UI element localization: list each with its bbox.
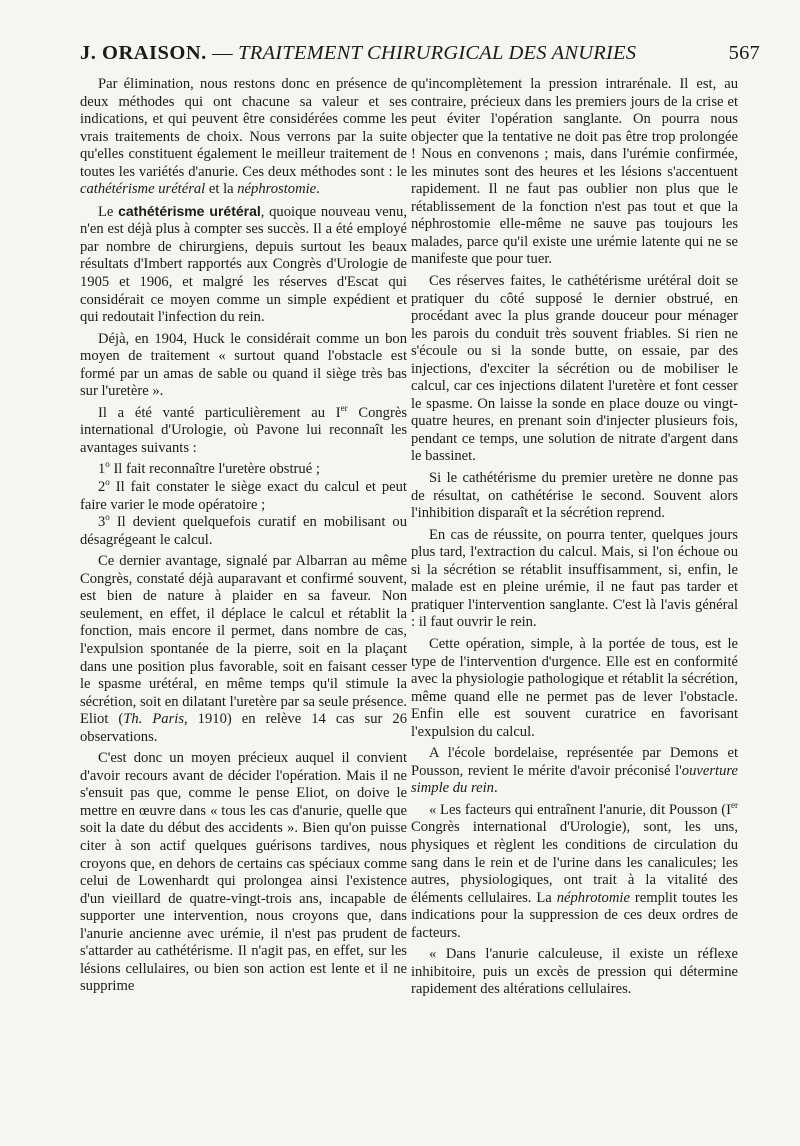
bold-term: cathétérisme urétéral	[118, 202, 261, 219]
right-paragraph-8: « Dans l'anurie calculeuse, il existe un réflexe inhibitoire, puis un excès de pression qui détermine rapidement des altérations cellulaires.	[411, 946, 738, 998]
left-paragraph-3: Déjà, en 1904, Huck le considérait comme un bon moyen de traitement « surtout quand l'obstacle est formé par un amas de sable ou quand il siège très bas sur l'uretère ».	[80, 330, 407, 400]
right-paragraph-7: « Les facteurs qui entraînent l'anurie, dit Pousson (Ier Congrès international d'Urologie), sont, les uns, physiques et règlent les conditions de circulation du sang dans le rein et de l'urine dans les canalicules; les autres, physiologiques, ont trait à la vitalité des éléments cellulaires. La néphrotomie remplit toutes les indications pour la suppression de ces deux ordres de facteurs.	[411, 800, 738, 941]
left-paragraph-4: Il a été vanté particulièrement au Ier Congrès international d'Urologie, où Pavone lui reconnaît les avantages suivants :	[80, 402, 407, 456]
right-column	[411, 76, 738, 999]
right-paragraph-4: En cas de réussite, on pourra tenter, quelques jours plus tard, l'extraction du calcul. Mais, si l'on échoue ou si la sécrétion se rétablit insuffisamment, si, enfin, le malade est en pleine urémie, il ne faut pas tarder et pratiquer l'intervention sanglante. C'est là l'avis général : il faut ouvrir le rein.	[411, 526, 738, 631]
right-paragraph-6: A l'école bordelaise, représentée par Demons et Pousson, revient le mérite d'avoir préconisé l'ouverture simple du rein.	[411, 745, 738, 797]
running-header	[80, 42, 760, 72]
header-author: J. ORAISON.	[80, 42, 207, 64]
list-item-1: 1$^o$ Il fait reconnaître l'uretère obstrué ;	[98, 459, 320, 478]
list-item-2: 2$^o$ Il fait constater le siège exact du calcul et peut faire varier le mode opératoire ;	[80, 477, 407, 513]
right-paragraph-2: Ces réserves faites, le cathétérisme urétéral doit se pratiquer du côté supposé le dernier obstrué, en procédant avec la plus grande douceur pour ménager les parois du conduit très souvent friables. Si rien ne s'écoule ou si la sonde butte, on essaie, par des injections, d'exciter la sécrétion ou de mobiliser le calcul, car ces injections dilatent l'uretère et font cesser le spasme. On laisse la sonde en place douze ou vingt-quatre heures, en prenant soin d'injecter plusieurs fois, pendant ce temps, une solution de nitrate d'argent dans le bassinet.	[411, 273, 738, 465]
left-paragraph-6: C'est donc un moyen précieux auquel il convient d'avoir recours avant de décider l'opération. Mais il ne s'ensuit pas que, comme le pense Eliot, on doive le mettre en œuvre dans « tous les cas d'anurie, quelle que soit la date du début des accidents ». Bien qu'on puisse citer à son actif quelques guérisons tardives, nous croyons que, en dehors de certains cas spéciaux comme celui de Lowenhardt qui prolongea ainsi l'existence d'un vieillard de quatre-vingt-trois ans, incapable de supporter une intervention, nous croyons que, dans l'anurie ancienne avec urémie, il n'est pas prudent de s'attarder au cathétérisme. Il n'agit pas, en effet, sur les lésions cellulaires, ou bien son action est lente et il ne supprime	[80, 750, 407, 995]
header-title: TRAITEMENT CHIRURGICAL DES ANURIES	[238, 42, 637, 64]
header-dash: —	[206, 42, 239, 64]
left-paragraph-1: Par élimination, nous restons donc en présence de deux méthodes qui ont chacune sa valeur et ses indications, et qui peuvent être considérées comme les vrais traitements de choix. Nous verrons par la suite qu'elles constituent également le meilleur traitement de toutes les variétés d'anurie. Ces deux méthodes sont : le cathétérisme urétéral et la néphrostomie.	[80, 76, 407, 198]
right-paragraph-5: Cette opération, simple, à la portée de tous, est le type de l'intervention d'urgence. Elle est en conformité avec la physiologie pathologique et rétablit la sécrétion, même quand elle ne permet pas de lever l'obstacle. Enfin elle est souvent curatrice en favorisant l'expulsion du calcul.	[411, 635, 738, 740]
right-paragraph-3: Si le cathétérisme du premier uretère ne donne pas de résultat, on cathétérise le second. Souvent alors l'inhibition disparaît et la sécrétion reprend.	[411, 470, 738, 522]
page-number: 567	[728, 42, 760, 64]
right-paragraph-1: qu'incomplètement la pression intrarénale. Il est, au contraire, précieux dans les premiers jours de la crise et peut éviter l'opération sanglante. On pourra nous objecter que la tentative ne doit pas être trop prolongée ! Nous en convenons ; mais, dans l'urémie confirmée, les minutes sont des heures et les lésions s'accentuent rapidement. Il ne faut pas oublier non plus que le rétablissement de la fonction n'est pas tout et que la néphrostomie elle-même ne sauve pas toujours les malades, parce qu'il existe une urémie latente qui ne se manifeste que pour tuer.	[411, 76, 738, 268]
left-paragraph-2: Le cathétérisme urétéral, quoique nouveau venu, n'en est déjà plus à compter ses succès. Il a été employé par nombre de chirurgiens, depuis surtout les beaux résultats d'Imbert rapportés aux Congrès d'Urologie de 1905 et 1906, et malgré les réserves d'Escat qui considérait ce moyen comme un simple expédient et qui redoutait l'infection du rein.	[80, 202, 407, 326]
left-paragraph-5: Ce dernier avantage, signalé par Albarran au même Congrès, constaté déjà auparavant et confirmé souvent, est bien de nature à plaider en sa faveur. Non seulement, en effet, il déplace le calcul et rétablit la fonction, mais encore il permet, dans nombre de cas, l'expulsion spontanée de la pierre, soit en la plaçant dans une position plus favorable, soit en faisant cesser le spasme urétéral, en même temps qu'il stimule la sécrétion, soit en dilatant l'uretère par sa seule présence. Eliot (Th. Paris, 1910) en relève 14 cas sur 26 observations.	[80, 553, 407, 745]
left-column	[80, 76, 407, 996]
list-item-3: 3$^o$ Il devient quelquefois curatif en mobilisant ou désagrégeant le calcul.	[80, 512, 407, 548]
